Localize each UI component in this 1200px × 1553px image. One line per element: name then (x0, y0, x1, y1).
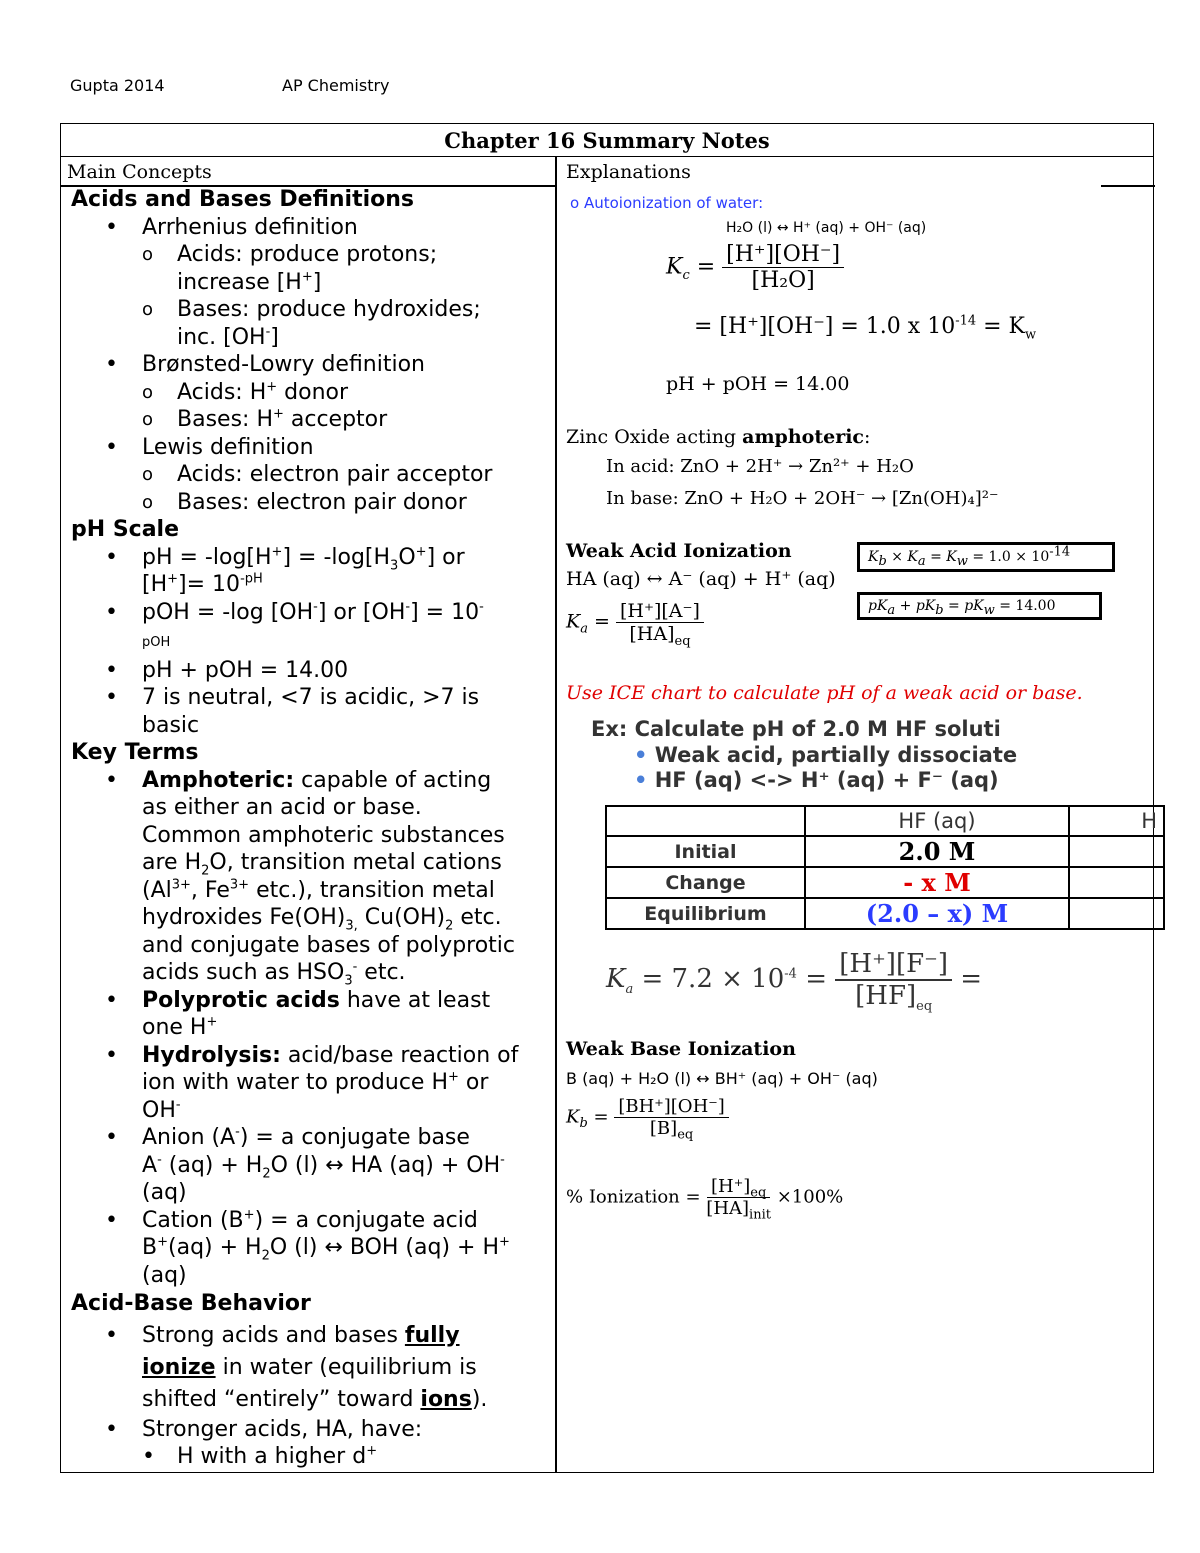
ice-table (605, 805, 1165, 930)
ice-example-image (566, 711, 1157, 1081)
list-item: • Amphoteric: capable of acting as either an acid or base. Common amphoteric substances are $H_2O$, transition metal cations ($Al^{3+}$, $Fe^{3+}$ etc.), transition metal hydroxides $Fe(OH)_{3,}$ $Cu(OH)_2$ etc. and conjugate bases of polyprotic acids such as $HSO_3^-$ etc. (71, 767, 551, 987)
list-item: • Polyprotic acids have at least one H+ (71, 987, 551, 1042)
kw-expression: = [H⁺][OH⁻] = 1.0 x $10^{-14} = K_w$ (694, 313, 1037, 343)
list-item: • pOH = -log [OH-] or [OH-] = 10- pOH (71, 599, 551, 657)
list-item: o Bases: electron pair donor (71, 489, 551, 517)
list-item: • Cation (B+) = a conjugate acid $B^+(aq) + H_2O$ (l) ↔ BOH (aq) + H+ (aq) (71, 1207, 551, 1290)
list-item: • H with a higher d+ (71, 1443, 551, 1471)
list-item: o Acids: electron pair acceptor (71, 461, 551, 489)
weak-acid-equation: HA (aq) ↔ A⁻ (aq) + H⁺ (aq) (566, 568, 836, 590)
example-bullet-1: • Weak acid, partially dissociate (634, 743, 1018, 767)
section-ph-scale: pH Scale (71, 517, 180, 542)
table-row: HF (aq) H (606, 806, 1164, 836)
table-title: Chapter 16 Summary Notes (61, 124, 1153, 157)
section-acid-base-behavior: Acid-Base Behavior (71, 1291, 311, 1316)
list-item: • pH + pOH = 14.00 (71, 657, 551, 685)
list-item: • Hydrolysis: acid/base reaction of ion with water to produce H+ or OH- (71, 1042, 551, 1125)
list-item: • Brønsted-Lowry definition (71, 351, 551, 379)
kc-expression: $K_c$ = $\frac{[H^+][OH^-]}{\text{[H₂O]}}$ (666, 242, 844, 293)
table-row: Equilibrium (2.0 – x) M (606, 898, 1164, 929)
header-course: AP Chemistry (282, 76, 390, 95)
main-concepts-column (71, 186, 551, 1471)
table-row: Initial 2.0 M (606, 836, 1164, 867)
example-bullet-2: • HF (aq) <-> H⁺ (aq) + F⁻ (aq) (634, 768, 999, 792)
ice-chart-note: Use ICE chart to calculate pH of a weak acid or base. (566, 682, 1083, 704)
ka-example-expression: $K_a = 7.2 \times 10^{-4}$ = $\frac{[H^+][F^-]}{[HF]_{eq}}$ = (606, 949, 983, 1015)
section-definitions: Acids and Bases Definitions (71, 187, 415, 212)
zinc-oxide-heading: Zinc Oxide acting amphoteric: (566, 426, 871, 448)
list-item: • Strong acids and bases fully ionize in water (equilibrium is shifted “entirely” toward ions). (71, 1320, 551, 1416)
table-row: Change - x M (606, 867, 1164, 898)
list-item: • pH = $-\log[H^+] = -\log[H_3O^+]$ or $[H^+]= 10^{-pH}$ (71, 544, 551, 599)
example-title: Ex: Calculate pH of 2.0 M HF soluti (591, 717, 1001, 741)
list-item: o Acids: produce protons; increase [H+] (71, 241, 551, 296)
list-item: • Anion (A-) = a conjugate base A- $(aq) + H_2O$ (l) ↔ HA (aq) + OH- (aq) (71, 1124, 551, 1207)
list-item: • Lewis definition (71, 434, 551, 462)
column-divider (555, 157, 557, 1473)
weak-acid-heading: Weak Acid Ionization (566, 540, 792, 562)
kw-relation-box: $K_b \times K_a = K_w = 1.0 \times 10^{-14}$ (857, 542, 1115, 572)
list-item: o Bases: H+ acceptor (71, 406, 551, 434)
pk-relation-box: $pK_a + pK_b = pK_w = 14.00$ (857, 592, 1102, 620)
zinc-acid-equation: In acid: ZnO + 2H⁺ → Zn²⁺ + H₂O (606, 456, 914, 477)
weak-base-heading: Weak Base Ionization (566, 1038, 796, 1060)
ka-expression: $K_a$ = $\frac{[H^+][A^-]}{[HA]_{eq}}$ (566, 600, 704, 645)
summary-table (60, 123, 1157, 1473)
autoionization-heading: o Autoionization of water: (570, 194, 764, 212)
zinc-base-equation: In base: ZnO + H₂O + 2OH⁻ → [Zn(OH)₄]²⁻ (606, 488, 999, 509)
col-header-main-concepts: Main Concepts (67, 161, 212, 183)
list-item: o Bases: produce hydroxides; inc. [OH-] (71, 296, 551, 351)
col-header-explanations: Explanations (566, 161, 691, 183)
percent-ionization: % Ionization = $\frac{[H^+]_{eq}}{[HA]_{init}}$ ×100% (566, 1176, 844, 1223)
list-item: • Stronger acids, HA, have: (71, 1416, 551, 1444)
kb-expression: $K_b$ = $\frac{[BH^+][OH^-]}{[B]_{eq}}$ (566, 1096, 729, 1139)
list-item: • Arrhenius definition (71, 214, 551, 242)
weak-base-equation: B (aq) + H₂O (l) ↔ BH⁺ (aq) + OH⁻ (aq) (566, 1069, 878, 1088)
header-author: Gupta 2014 (70, 76, 165, 95)
ph-poh-sum: pH + pOH = 14.00 (666, 373, 850, 395)
list-item: o Acids: H+ donor (71, 379, 551, 407)
list-item: • 7 is neutral, <7 is acidic, >7 is basic (71, 684, 551, 739)
autoionization-equation: H₂O (l) ↔ H⁺ (aq) + OH⁻ (aq) (726, 220, 927, 236)
section-key-terms: Key Terms (71, 740, 199, 765)
header-divider-right (1101, 185, 1155, 187)
